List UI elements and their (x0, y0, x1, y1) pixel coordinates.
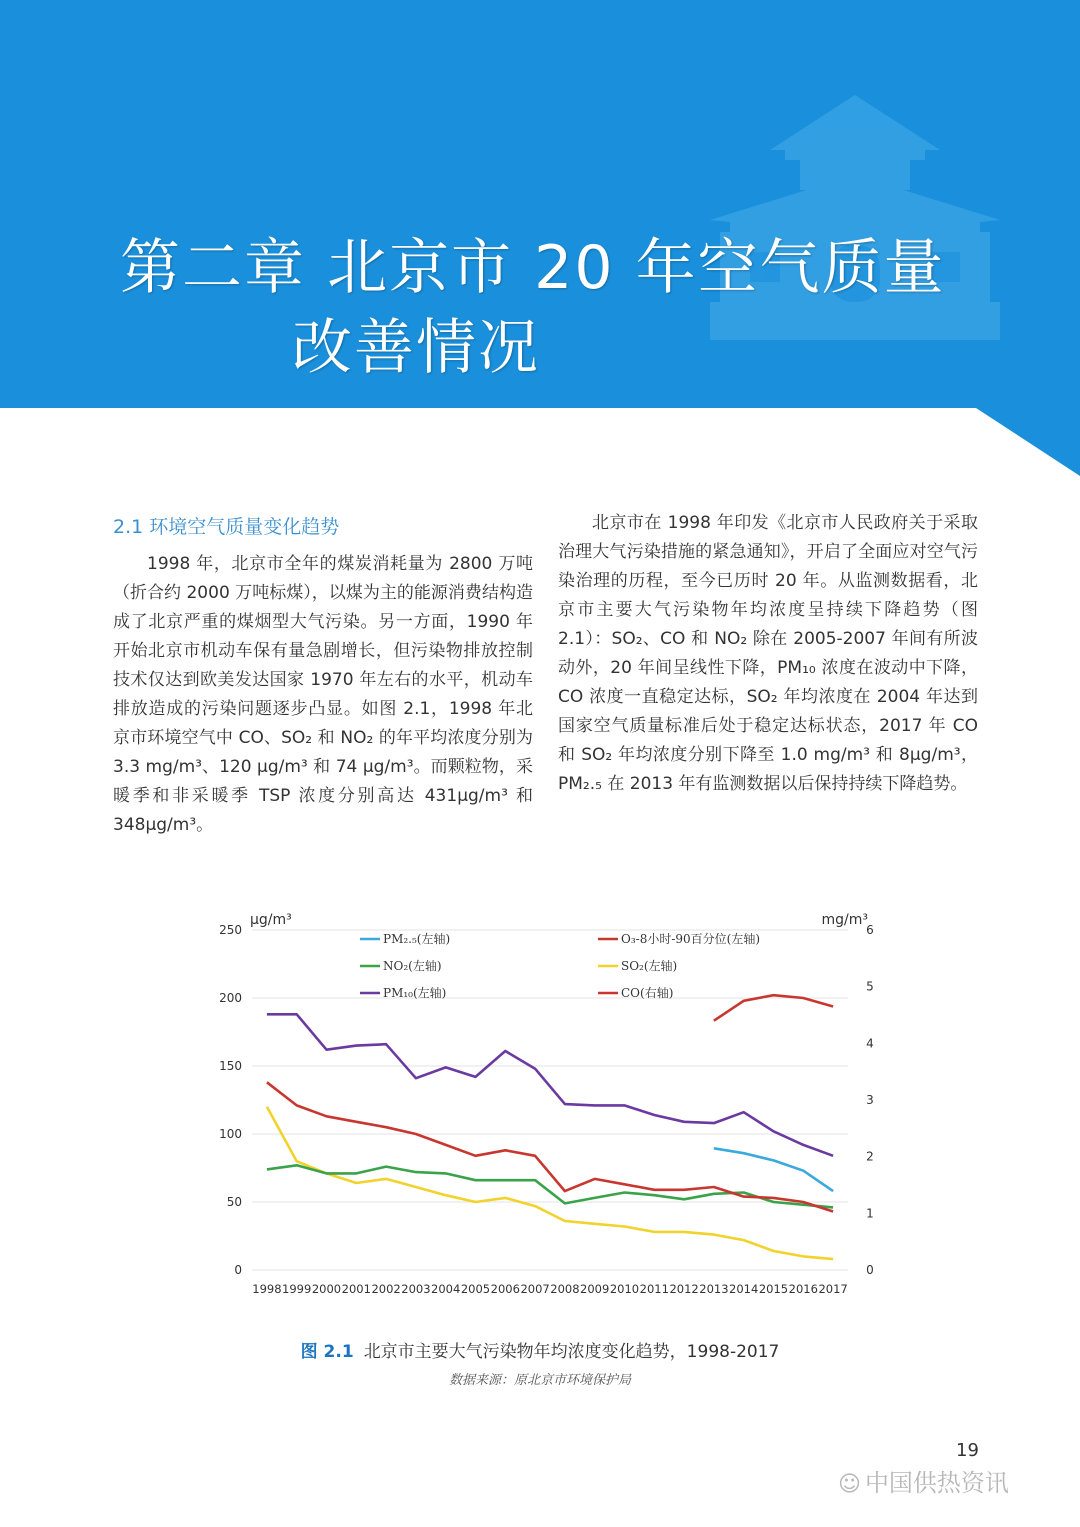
y-right-tick-label: 0 (866, 1263, 874, 1277)
x-tick-label: 2000 (311, 1282, 342, 1296)
chapter-title-line2: 改善情况 (292, 313, 540, 383)
series-line-pm25 (714, 1148, 833, 1191)
x-tick-label: 2003 (401, 1282, 431, 1296)
chapter-title (120, 228, 946, 388)
left-paragraph: 1998 年，北京市全年的煤炭消耗量为 2800 万吨（折合约 2000 万吨标煤），以煤为主的能源消费结构造成了北京严重的煤烟型大气污染。另一方面，1990 年开始北京市机动车保有量急剧增长，但污染物排放控制技术仅达到欧美发达国家 1970 年左右的水平，机动车排放造成的污染问题逐步凸显。如图 2.1，1998 年北京市环境空气中 CO、SO₂ 和 NO₂ 的年平均浓度分别为 3.3 mg/m³、120 μg/m³ 和 74 μg/m³。而颗粒物，采暖季和非采暖季 TSP 浓度分别高达 431μg/m³ 和 348μg/m³。 (113, 554, 533, 835)
y-right-tick-label: 1 (866, 1206, 874, 1221)
section-heading: 2.1 环境空气质量变化趋势 (113, 516, 340, 538)
y-right-tick-label: 2 (866, 1149, 874, 1164)
y-left-tick-label: 100 (219, 1127, 242, 1141)
y-right-tick-label: 5 (866, 979, 874, 994)
y-left-tick-label: 250 (219, 923, 242, 937)
legend-label-so2: SO₂(左轴) (621, 959, 678, 973)
page-number: 19 (956, 1440, 979, 1461)
banner-corner-triangle (976, 408, 1080, 476)
x-tick-label: 2013 (699, 1282, 729, 1296)
chapter-title-line1: 第二章 北京市 20 年空气质量 (120, 233, 946, 303)
series-line-pm10 (267, 1014, 833, 1156)
x-tick-label: 2014 (729, 1282, 759, 1296)
figure-source: 数据来源：原北京市环境保护局 (448, 1373, 631, 1388)
x-tick-label: 2017 (818, 1282, 848, 1296)
series-line-so2 (267, 1107, 833, 1259)
x-tick-label: 2005 (460, 1282, 491, 1296)
legend-label-o3: O₃-8小时-90百分位(左轴) (621, 932, 761, 946)
x-tick-label: 2004 (431, 1282, 461, 1296)
x-tick-label: 2015 (758, 1282, 789, 1296)
x-tick-label: 2012 (669, 1282, 699, 1296)
y-right-tick-label: 4 (866, 1036, 874, 1051)
left-column (113, 550, 533, 840)
x-tick-label: 2006 (490, 1282, 520, 1296)
y-right-unit: mg/m³ (821, 912, 868, 928)
watermark (838, 1463, 1009, 1498)
y-right-tick-label: 3 (866, 1093, 874, 1107)
x-tick-label: 2011 (639, 1282, 669, 1296)
series-line-co (714, 995, 833, 1021)
legend-label-co: CO(右轴) (621, 986, 674, 1000)
figure-label: 图 2.1 (300, 1342, 354, 1362)
x-tick-label: 2001 (341, 1282, 371, 1296)
y-right-tick-label: 6 (866, 923, 874, 937)
pollutant-trend-chart (200, 895, 900, 1305)
y-left-tick-label: 0 (234, 1263, 242, 1277)
x-tick-label: 2007 (520, 1282, 550, 1296)
legend-label-pm25: PM₂.₅(左轴) (383, 932, 451, 946)
chapter-banner (0, 0, 1080, 408)
figure-caption (0, 1337, 1080, 1362)
x-tick-label: 2002 (371, 1282, 401, 1296)
x-tick-label: 2009 (580, 1282, 610, 1296)
y-left-unit: μg/m³ (250, 912, 292, 928)
watermark-text: 中国供热资讯 (864, 1469, 1009, 1497)
x-tick-label: 1999 (282, 1282, 312, 1296)
x-tick-label: 1998 (252, 1282, 282, 1296)
legend-label-pm10: PM₁₀(左轴) (383, 986, 447, 1000)
y-left-tick-label: 50 (226, 1195, 242, 1209)
x-tick-label: 2008 (550, 1282, 580, 1296)
right-paragraph: 北京市在 1998 年印发《北京市人民政府关于采取治理大气污染措施的紧急通知》，开启了全面应对空气污染治理的历程，至今已历时 20 年。从监测数据看，北京市主要大气污染物年均浓度呈持续下降趋势（图 2.1）：SO₂、CO 和 NO₂ 除在 2005-2007 年间有所波动外，20 年间呈线性下降，PM₁₀ 浓度在波动中下降，CO 浓度一直稳定达标，SO₂ 年均浓度在 2004 年达到国家空气质量标准后处于稳定达标状态，2017 年 CO 和 SO₂ 年均浓度分别下降至 1.0 mg/m³ 和 8μg/m³，PM₂.₅ 在 2013 年有监测数据以后保持持续下降趋势。 (558, 513, 978, 794)
y-left-tick-label: 200 (219, 991, 242, 1005)
legend-label-no2: NO₂(左轴) (383, 959, 442, 973)
y-left-tick-label: 150 (219, 1059, 242, 1073)
right-column (558, 509, 978, 799)
x-tick-label: 2016 (788, 1282, 818, 1296)
wechat-icon: ☺ (838, 1472, 861, 1497)
figure-title: 北京市主要大气污染物年均浓度变化趋势，1998-2017 (363, 1342, 780, 1362)
x-tick-label: 2010 (609, 1282, 640, 1296)
